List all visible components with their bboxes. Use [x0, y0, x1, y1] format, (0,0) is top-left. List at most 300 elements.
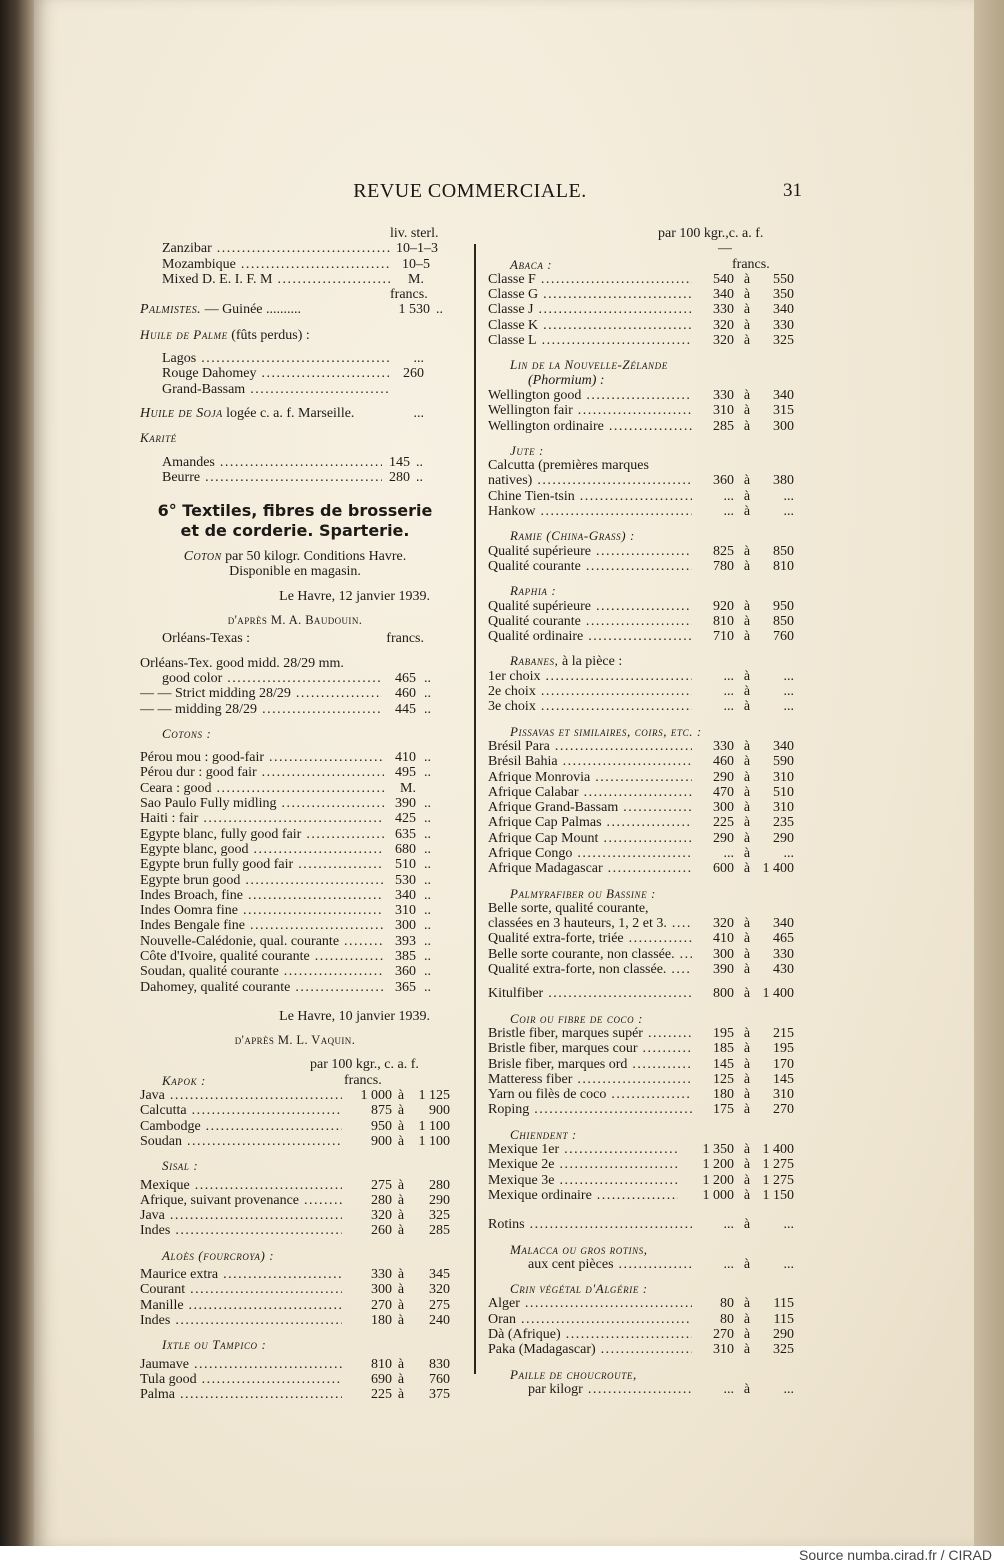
row-trail: ..	[424, 979, 431, 995]
range-low: 280	[371, 1192, 392, 1208]
range-separator: à	[743, 784, 751, 800]
row-label: Belle sorte, qualité courante,	[488, 900, 649, 916]
spacer	[488, 1203, 798, 1217]
row-value: 680	[395, 841, 416, 857]
range-separator: à	[743, 1025, 751, 1041]
row-label: — — midding 28/29 .....	[140, 702, 382, 717]
row-value: 425	[395, 811, 416, 827]
ramie-list	[488, 544, 798, 575]
range-low: 270	[371, 1297, 392, 1313]
palmyra-list	[488, 916, 798, 977]
price-row	[488, 1072, 798, 1087]
range-separator: à	[743, 1327, 751, 1342]
range-low: 825	[713, 543, 734, 559]
price-row	[140, 406, 450, 421]
range-low: ...	[723, 684, 734, 700]
row-label: Brésil Bahia .....	[488, 754, 692, 769]
range-separator: à	[743, 754, 751, 770]
range-separator: à	[743, 931, 751, 947]
dateline: Le Havre, 10 janvier 1939.	[279, 1008, 430, 1024]
range-separator: à	[743, 543, 751, 559]
price-row	[140, 241, 450, 256]
row-label: Wellington good .....	[488, 388, 692, 403]
range-separator: à	[743, 1381, 751, 1397]
range-high: 235	[773, 815, 794, 831]
row-label: Afrique Monrovia .....	[488, 770, 692, 785]
price-row	[488, 333, 798, 348]
row-value: M.	[400, 780, 416, 796]
row-value: 10–5	[402, 256, 430, 272]
row-value: 495	[395, 765, 416, 781]
range-low: 810	[713, 613, 734, 629]
range-separator: à	[743, 558, 751, 574]
spacer	[488, 1272, 798, 1281]
running-header: REVUE COMMERCIALE.	[353, 180, 587, 202]
row-label	[140, 406, 390, 421]
range-low: 780	[713, 558, 734, 574]
range-high: 215	[773, 1025, 794, 1041]
price-row	[140, 873, 450, 888]
spacer	[140, 1024, 450, 1033]
range-low: ...	[723, 845, 734, 861]
row-label: Qualité supérieure .....	[488, 544, 692, 559]
range-low: 410	[713, 931, 734, 947]
section-head: Ramie	[510, 528, 543, 544]
price-row	[488, 599, 798, 614]
price-row	[488, 504, 798, 519]
range-high: 760	[773, 629, 794, 645]
row-label: Yarn ou filès de coco .....	[488, 1087, 692, 1102]
section-heading: Lin de la Nouvelle-Zélande	[510, 357, 668, 373]
rabanes-list	[488, 669, 798, 715]
range-separator: à	[743, 1187, 751, 1203]
row-label: 1er choix .....	[488, 669, 692, 684]
spacer	[488, 977, 798, 986]
section-heading	[488, 528, 798, 543]
section-heading: Kapok :	[162, 1072, 206, 1088]
row-label: — — Strict midding 28/29 .....	[140, 686, 382, 701]
range-low: 80	[720, 1296, 734, 1312]
price-row	[140, 1178, 450, 1193]
row-label: Wellington ordinaire .....	[488, 419, 692, 434]
range-high: 810	[773, 558, 794, 574]
section-heading: Aloès (fourcroya) :	[162, 1247, 275, 1263]
range-high: 325	[773, 333, 794, 349]
range-low: 330	[713, 738, 734, 754]
range-low: 360	[713, 473, 734, 489]
section-head-rest: (China-Grass) :	[542, 528, 635, 544]
price-row	[488, 1041, 798, 1056]
spacer	[140, 741, 450, 750]
spacer	[488, 1118, 798, 1127]
price-row	[140, 796, 450, 811]
row-label: Afrique Madagascar .....	[488, 861, 692, 876]
range-separator: à	[743, 1071, 751, 1087]
range-separator: à	[743, 598, 751, 614]
spacer	[140, 1149, 450, 1158]
section-heading: Pissavas et similaires, coirs, etc. :	[510, 723, 702, 739]
coton-intro-rest: par 50 kilogr. Conditions Havre.	[221, 549, 407, 565]
row-label: Ceara : good .....	[140, 781, 384, 796]
spacer	[140, 421, 450, 430]
range-separator: à	[743, 1342, 751, 1358]
row-trail: ..	[424, 686, 431, 702]
spacer	[488, 877, 798, 886]
row-trail: ..	[424, 811, 431, 827]
price-row	[488, 916, 798, 931]
row-label: Java .....	[140, 1208, 342, 1223]
price-row	[488, 1087, 798, 1102]
price-row	[140, 918, 450, 933]
range-high: 320	[429, 1282, 450, 1298]
price-row	[140, 842, 450, 857]
price-row	[140, 382, 450, 397]
row-label: Hankow .....	[488, 504, 692, 519]
row-label: Indes .....	[140, 1313, 342, 1328]
row-label: Beurre .....	[162, 470, 382, 485]
range-low: 195	[713, 1025, 734, 1041]
range-separator: à	[743, 1102, 751, 1118]
range-high: 290	[773, 1327, 794, 1342]
range-high: 325	[429, 1208, 450, 1224]
coton-intro-line2: Disponible en magasin.	[229, 564, 361, 580]
section-title-line1: 6° Textiles, fibres de brosserie	[157, 501, 433, 521]
range-high: 1 125	[418, 1088, 450, 1104]
range-separator: à	[743, 287, 751, 303]
row-label: Mexique 2e .....	[488, 1157, 678, 1172]
row-label: Mexique 3e .....	[488, 1173, 678, 1188]
row-trail: ..	[424, 750, 431, 766]
range-high: 1 275	[762, 1172, 794, 1188]
paille-list	[488, 1382, 798, 1397]
section-heading: Chiendent :	[510, 1126, 577, 1142]
row-value: 445	[395, 701, 416, 717]
range-separator: à	[743, 769, 751, 785]
range-high: ...	[783, 488, 794, 504]
row-value: 300	[395, 918, 416, 934]
range-low: ...	[723, 1381, 734, 1397]
spacer	[140, 580, 450, 589]
range-separator: à	[743, 1172, 751, 1188]
price-row	[488, 947, 798, 962]
row-label: Lagos .....	[162, 351, 390, 366]
price-row	[140, 857, 450, 872]
price-row	[488, 473, 798, 488]
range-low: 180	[713, 1087, 734, 1103]
range-separator: à	[397, 1356, 405, 1372]
range-separator: à	[397, 1312, 405, 1328]
range-separator: à	[743, 962, 751, 978]
row-label: Qualité courante .....	[488, 614, 692, 629]
range-separator: à	[743, 504, 751, 520]
row-label: Afrique Congo .....	[488, 846, 692, 861]
range-low: 690	[371, 1371, 392, 1387]
range-separator: à	[397, 1088, 405, 1104]
price-row	[488, 754, 798, 769]
range-separator: à	[743, 271, 751, 287]
range-separator: à	[397, 1371, 405, 1387]
range-low: 1 000	[360, 1088, 392, 1104]
row-label: Afrique, suivant provenance .....	[140, 1193, 342, 1208]
range-separator: à	[743, 1217, 751, 1233]
range-high: 310	[773, 1087, 794, 1103]
range-low: 330	[371, 1267, 392, 1283]
price-row	[140, 1357, 450, 1372]
row-trail: ..	[424, 841, 431, 857]
rotins-list	[488, 1217, 798, 1232]
pissavas-list	[488, 739, 798, 877]
unit-label: liv. sterl.	[390, 226, 439, 241]
row-label: Indes .....	[140, 1223, 342, 1238]
section-head: Huile de Soja	[140, 405, 223, 421]
row-trail: ..	[424, 872, 431, 888]
raphia-list	[488, 599, 798, 645]
range-separator: à	[743, 986, 751, 1002]
price-row	[140, 302, 450, 317]
section-heading: Coir ou fibre de coco :	[510, 1010, 644, 1026]
spacer	[488, 1233, 798, 1242]
range-low: 330	[713, 302, 734, 318]
row-trail: ..	[416, 454, 423, 470]
kapok-list	[140, 1088, 450, 1149]
row-trail: ..	[424, 670, 431, 686]
range-low: 390	[713, 962, 734, 978]
range-low: 320	[713, 317, 734, 333]
row-label: Kitulfiber .....	[488, 986, 692, 1001]
page-number: 31	[783, 180, 802, 201]
price-row	[488, 318, 798, 333]
unit-dash: —	[718, 241, 732, 257]
price-row	[140, 1193, 450, 1208]
row-label: Soudan, qualité courante .....	[140, 964, 384, 979]
range-separator: à	[743, 387, 751, 403]
range-high: 850	[773, 613, 794, 629]
row-trail: ..	[424, 903, 431, 919]
price-row	[488, 684, 798, 699]
unit-row	[140, 287, 450, 302]
range-high: ...	[783, 1217, 794, 1233]
range-high: 1 400	[762, 1142, 794, 1158]
source-credit: Source numba.cirad.fr / CIRAD	[799, 1547, 992, 1563]
range-low: 330	[713, 387, 734, 403]
kitul-list	[488, 986, 798, 1001]
range-low: 300	[371, 1282, 392, 1298]
price-row	[488, 986, 798, 1001]
range-high: 115	[773, 1311, 794, 1327]
range-high: 350	[773, 287, 794, 303]
price-row	[140, 781, 450, 796]
row-label: Mozambique .....	[162, 257, 390, 272]
row-label: Afrique Grand-Bassam .....	[488, 800, 692, 815]
range-high: 290	[773, 830, 794, 846]
price-row	[488, 1257, 798, 1272]
range-separator: à	[743, 1041, 751, 1057]
range-high: 315	[773, 403, 794, 419]
row-value: 460	[395, 686, 416, 702]
price-row	[488, 302, 798, 317]
range-separator: à	[743, 946, 751, 962]
row-label: 3e choix .....	[488, 699, 692, 714]
price-row	[140, 1103, 450, 1118]
row-label: Paka (Madagascar) .....	[488, 1342, 692, 1357]
price-row	[488, 800, 798, 815]
aloes-list	[140, 1267, 450, 1328]
row-trail: ..	[424, 701, 431, 717]
price-row	[488, 831, 798, 846]
section-head: Huile de Palme	[140, 326, 228, 342]
range-low: ...	[723, 668, 734, 684]
range-low: ...	[723, 504, 734, 520]
row-trail: ..	[416, 469, 423, 485]
price-row	[140, 671, 450, 686]
price-row	[140, 1282, 450, 1297]
range-separator: à	[743, 845, 751, 861]
range-low: 1 200	[702, 1157, 734, 1173]
range-separator: à	[743, 302, 751, 318]
range-low: 145	[713, 1056, 734, 1072]
row-label: Chine Tien-tsin .....	[488, 489, 692, 504]
price-row	[140, 351, 450, 366]
source-line: d'après M. A. Baudouin.	[227, 613, 363, 628]
price-row	[488, 287, 798, 302]
range-high: ...	[783, 668, 794, 684]
price-row	[140, 470, 450, 485]
range-high: 550	[773, 271, 794, 287]
range-low: 80	[720, 1311, 734, 1327]
row-label: Manille .....	[140, 1298, 342, 1313]
unit-row	[488, 257, 798, 272]
row-label: Rouge Dahomey .....	[162, 366, 390, 381]
range-low: ...	[723, 1217, 734, 1233]
range-low: 340	[713, 287, 734, 303]
row-label: Roping .....	[488, 1102, 692, 1117]
price-row	[488, 785, 798, 800]
price-row	[488, 1217, 798, 1232]
row-label: Bristle fiber, marques cour .....	[488, 1041, 692, 1056]
price-row	[488, 614, 798, 629]
price-row	[140, 257, 450, 272]
range-low: ...	[723, 699, 734, 715]
spacer	[488, 1002, 798, 1011]
row-label: Wellington fair .....	[488, 403, 692, 418]
row-label: Belle sorte courante, non classée. .....	[488, 947, 692, 962]
range-low: 300	[713, 800, 734, 816]
range-high: 115	[773, 1296, 794, 1312]
row-label: Classe K .....	[488, 318, 692, 333]
range-high: ...	[783, 1256, 794, 1272]
range-high: ...	[783, 504, 794, 520]
spacer	[488, 1358, 798, 1367]
unit-row	[140, 1073, 450, 1088]
unit-label: par 100 kgr.,c. a. f.	[658, 226, 764, 241]
range-high: 1 150	[762, 1187, 794, 1203]
range-low: 285	[713, 418, 734, 434]
row-label: Cambodge .....	[140, 1119, 342, 1134]
row-trail: ..	[424, 826, 431, 842]
range-separator: à	[743, 738, 751, 754]
range-low: 275	[371, 1177, 392, 1193]
section-title-line2: et de corderie. Sparterie.	[180, 521, 410, 541]
spacer	[140, 397, 450, 406]
price-row	[140, 1313, 450, 1328]
row-label: Indes Oomra fine .....	[140, 903, 384, 918]
price-row	[488, 1188, 798, 1203]
price-row	[488, 1312, 798, 1327]
spacer	[140, 717, 450, 726]
range-low: 600	[713, 861, 734, 877]
range-separator: à	[743, 1056, 751, 1072]
range-low: 320	[713, 333, 734, 349]
range-separator: à	[397, 1192, 405, 1208]
range-separator: à	[743, 403, 751, 419]
row-trail: ..	[436, 302, 443, 318]
price-row	[140, 1088, 450, 1103]
price-row	[140, 949, 450, 964]
row-label: Qualité courante .....	[488, 559, 692, 574]
row-label: Egypte blanc, fully good fair .....	[140, 827, 384, 842]
price-row	[488, 861, 798, 876]
jute-list	[488, 473, 798, 519]
price-row	[140, 455, 450, 470]
price-row	[488, 1157, 798, 1172]
unit-label: francs.	[344, 1072, 382, 1088]
row-value: 510	[395, 857, 416, 873]
range-low: 270	[713, 1327, 734, 1342]
range-separator: à	[743, 473, 751, 489]
spacer	[140, 342, 450, 351]
range-high: ...	[783, 699, 794, 715]
unit-row	[140, 226, 450, 241]
row-label: Palmistes. — Guinée ..........	[140, 302, 301, 318]
price-row	[140, 1267, 450, 1282]
spacer	[140, 1239, 450, 1248]
price-row	[488, 739, 798, 754]
row-label: Maurice extra .....	[140, 1267, 342, 1282]
price-row	[488, 489, 798, 504]
row-trail: ..	[424, 948, 431, 964]
row-label-rest: logée c. a. f. Marseille.	[222, 405, 355, 421]
row-label: Rotins .....	[488, 1217, 692, 1232]
lin-list	[488, 388, 798, 434]
row-label: par kilogr .....	[528, 1382, 692, 1397]
section-head: Palmistes.	[140, 302, 202, 318]
row-value: ...	[413, 405, 424, 421]
section-head-rest: (fûts perdus) :	[227, 327, 310, 343]
row-label: Dahomey, qualité courante .....	[140, 980, 384, 995]
row-value: 280	[389, 469, 410, 485]
range-separator: à	[743, 861, 751, 877]
range-low: 1 350	[702, 1142, 734, 1158]
range-high: 950	[773, 598, 794, 614]
price-row	[488, 699, 798, 714]
section-heading: Paille de choucroute,	[510, 1366, 637, 1382]
price-row	[488, 1102, 798, 1117]
range-high: 850	[773, 543, 794, 559]
row-value: 365	[395, 979, 416, 995]
range-high: 330	[773, 946, 794, 962]
range-separator: à	[743, 684, 751, 700]
price-row	[140, 888, 450, 903]
spacer	[140, 318, 450, 327]
row-label: Nouvelle-Calédonie, qual. courante .....	[140, 934, 384, 949]
row-label: Pérou dur : good fair .....	[140, 765, 384, 780]
price-row	[488, 629, 798, 644]
price-row	[140, 827, 450, 842]
row-label: 2e choix .....	[488, 684, 692, 699]
price-row	[488, 1173, 798, 1188]
row-value: 1 530	[398, 302, 430, 318]
range-separator: à	[743, 1157, 751, 1173]
